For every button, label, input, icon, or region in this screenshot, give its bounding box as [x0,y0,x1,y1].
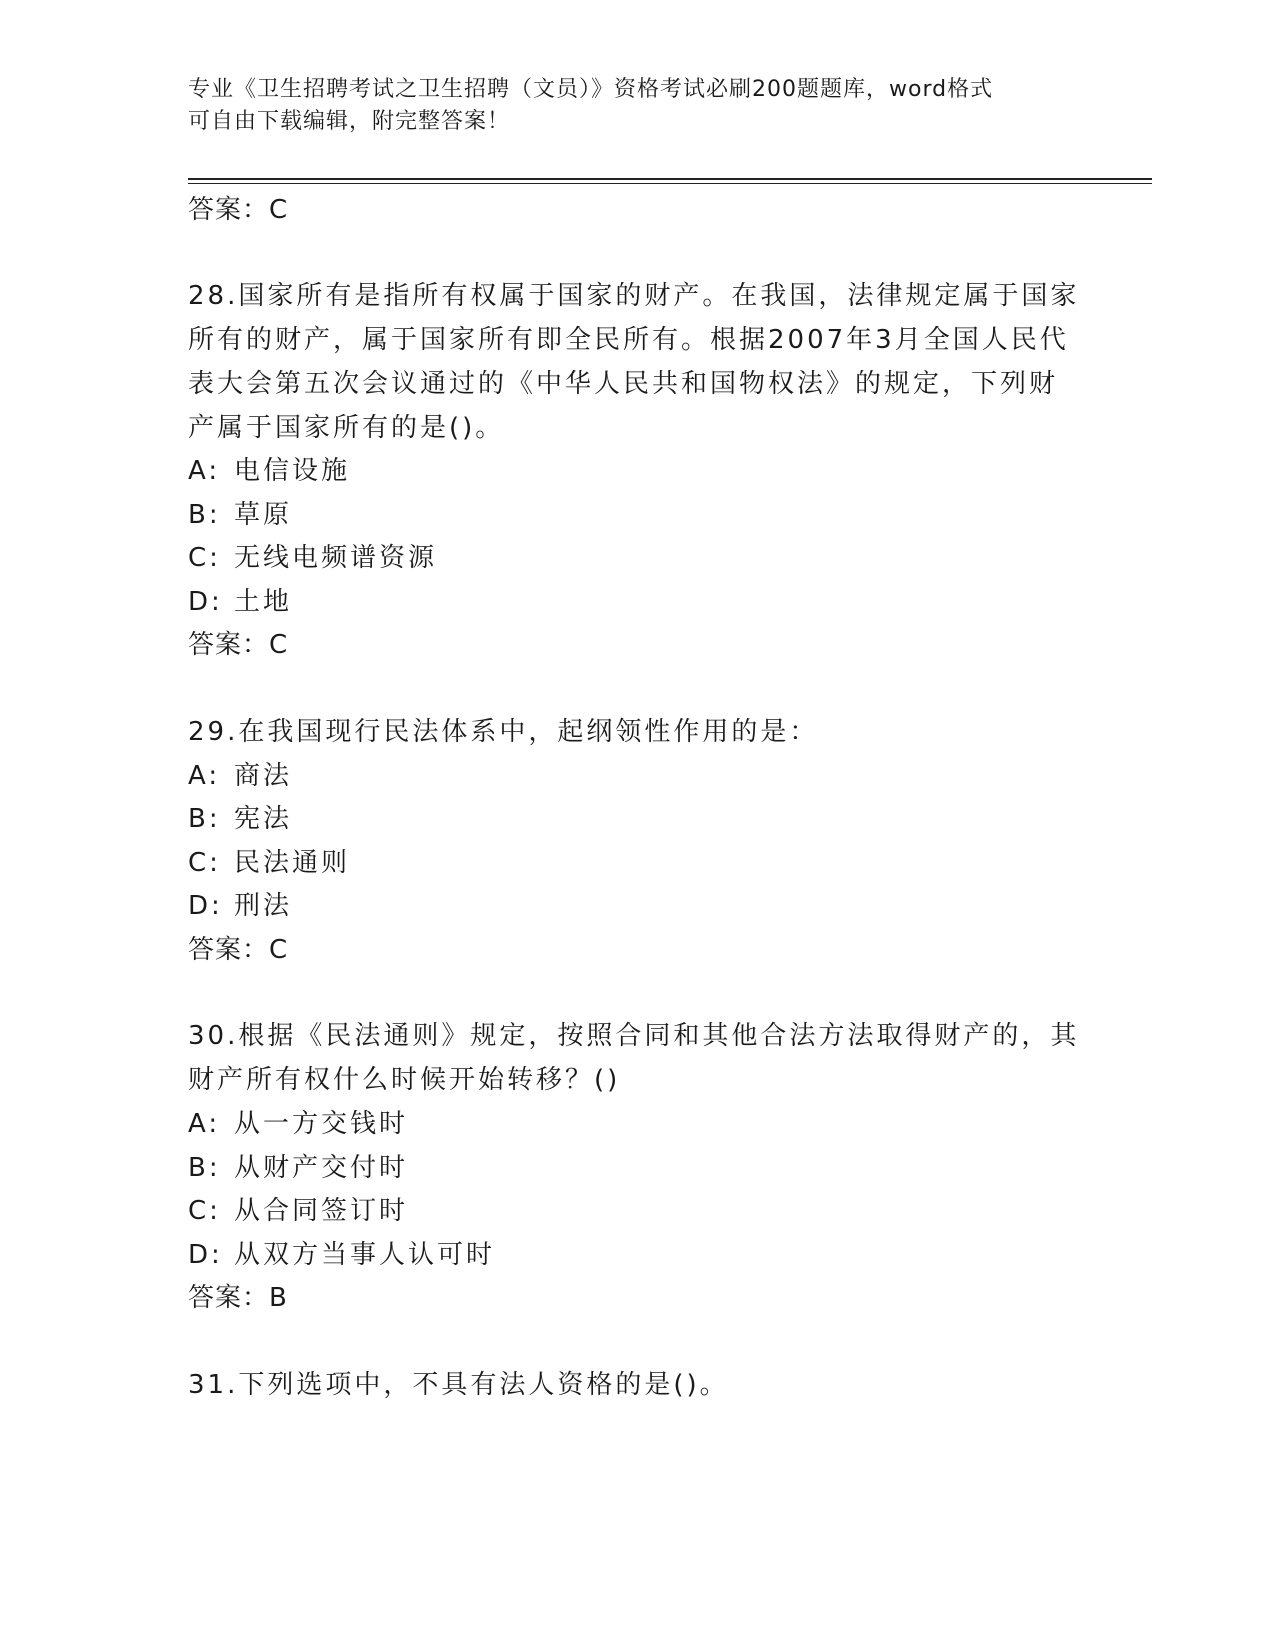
question-30-line-2: 财产所有权什么时候开始转移？() [188,1065,621,1095]
option-text: 从合同签订时 [234,1196,409,1226]
option-key: D: [188,891,223,921]
option-text: 从双方当事人认可时 [234,1240,496,1270]
question-28-line-2: 所有的财产，属于国家所有即全民所有。根据2007年3月全国人民代 [188,325,1069,355]
option-key: A: [188,761,221,791]
question-28-option-a [188,455,350,487]
header-divider-thick [188,178,1152,180]
option-text: 商法 [234,761,293,791]
question-30-answer: 答案：B [188,1283,288,1313]
question-31-line-1: 31.下列选项中，不具有法人资格的是()。 [188,1370,729,1400]
option-key: C: [188,543,221,573]
option-text: 电信设施 [234,456,351,486]
question-28-option-b [188,499,292,531]
option-text: 土地 [234,587,293,617]
header-divider-thin [188,183,1152,184]
page-header [188,74,1088,138]
question-30-option-d [188,1239,495,1271]
option-text: 无线电频谱资源 [234,543,438,573]
option-key: C: [188,1196,221,1226]
option-key: C: [188,848,221,878]
question-29-option-d [188,890,292,922]
question-28-line-3: 表大会第五次会议通过的《中华人民共和国物权法》的规定，下列财 [188,369,1059,399]
lead-answer: 答案：C [188,195,289,225]
question-30-option-a [188,1108,408,1140]
question-30-line-1: 30.根据《民法通则》规定，按照合同和其他合法方法取得财产的，其 [188,1021,1080,1051]
option-text: 草原 [234,500,293,530]
option-text: 刑法 [234,891,293,921]
question-29-option-a [188,760,292,792]
option-key: B: [188,1153,221,1183]
option-key: D: [188,587,223,617]
header-line-1: 专业《卫生招聘考试之卫生招聘（文员）》资格考试必刷200题题库，word格式 [188,77,994,102]
option-text: 从一方交钱时 [234,1109,409,1139]
option-text: 民法通则 [234,848,351,878]
question-29-answer: 答案：C [188,935,289,965]
question-28-answer: 答案：C [188,630,289,660]
question-29-option-c [188,847,350,879]
question-28-line-4: 产属于国家所有的是()。 [188,413,505,443]
question-29-option-b [188,803,292,835]
option-key: B: [188,500,221,530]
question-29-line-1: 29.在我国现行民法体系中，起纲领性作用的是： [188,717,819,747]
option-text: 宪法 [234,804,293,834]
option-key: D: [188,1240,223,1270]
option-key: A: [188,1109,221,1139]
option-key: A: [188,456,221,486]
question-28-line-1: 28.国家所有是指所有权属于国家的财产。在我国，法律规定属于国家 [188,281,1080,311]
option-key: B: [188,804,221,834]
question-28-option-c [188,542,437,574]
question-28-option-d [188,586,292,618]
header-line-2: 可自由下载编辑，附完整答案！ [188,109,511,134]
option-text: 从财产交付时 [234,1153,409,1183]
question-30-option-b [188,1152,408,1184]
question-30-option-c [188,1195,408,1227]
